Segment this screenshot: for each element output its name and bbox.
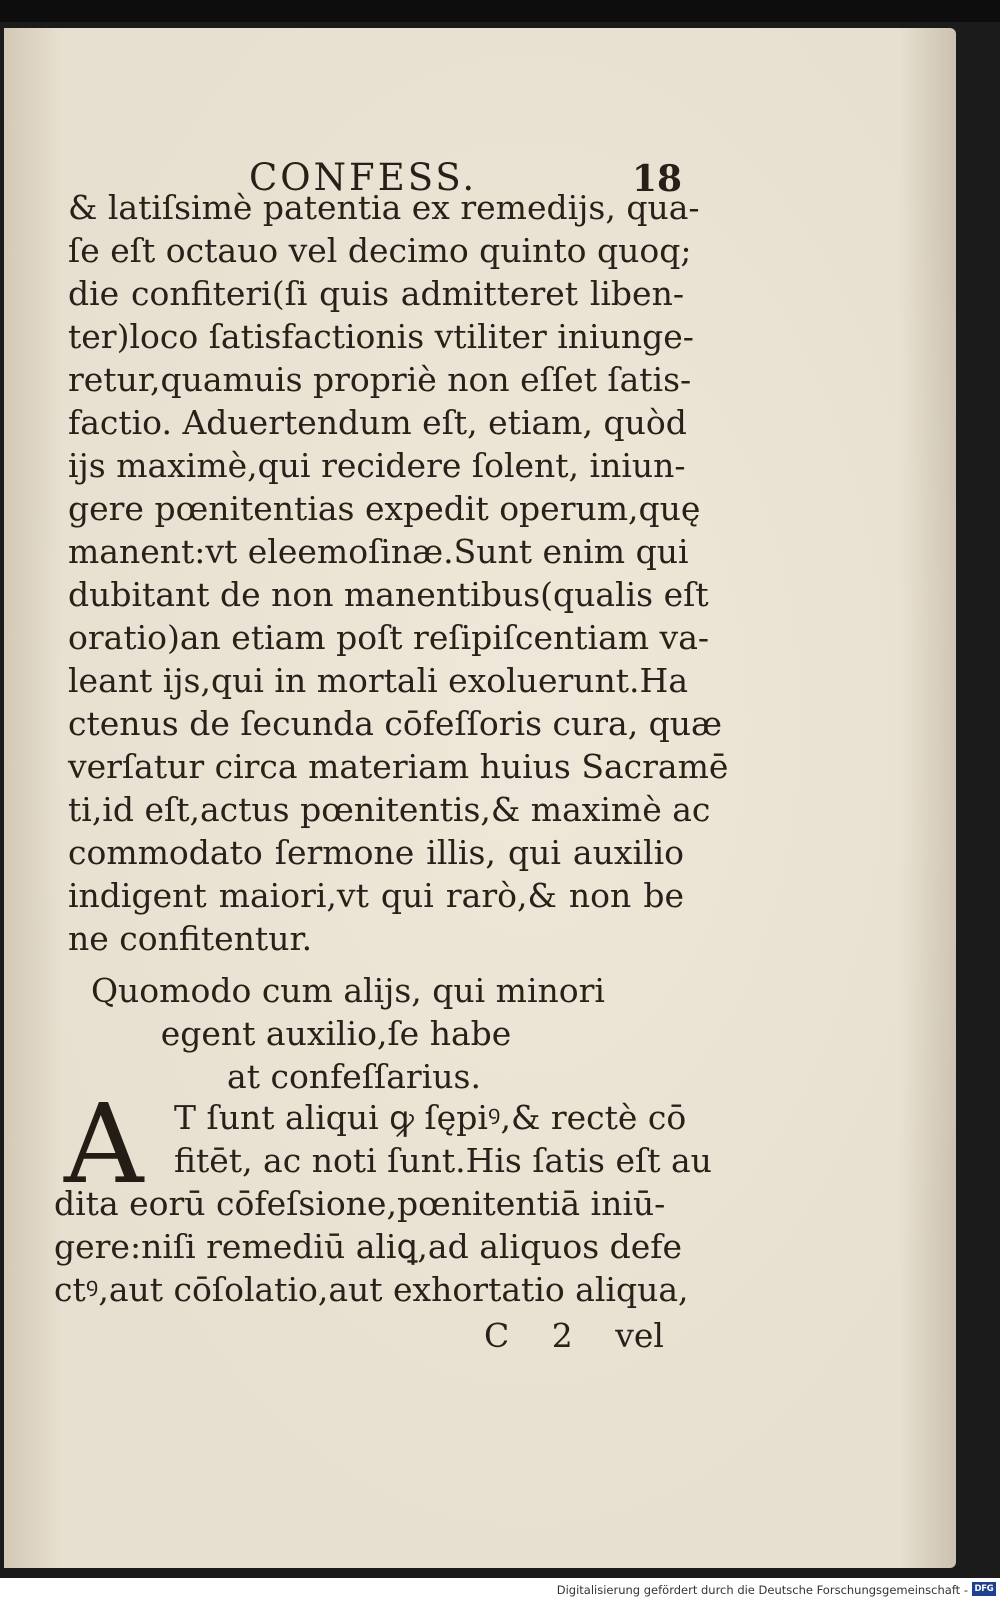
section-heading-line: at confeſſarius. [227,1057,481,1096]
section-heading-line: Quomodo cum alijs, qui minori [91,971,605,1010]
text-line: & latiſsimè patentia ex remedijs, qua- [68,188,700,227]
text-line: commodato ſermone illis, qui auxilio [68,833,684,872]
text-line: dita eorū cōfeſsione,pœnitentiā iniū- [54,1184,666,1223]
running-title: CONFESS. [249,156,478,199]
text-line: ctenus de ſecunda cōfeſſoris cura, quæ [68,704,723,743]
text-line: fitēt, ac noti ſunt.His ſatis eſt au [174,1141,712,1180]
scan-top-edge [0,0,1000,22]
text-line: ijs maximè,qui recidere ſolent, iniun- [68,446,686,485]
text-line: T ſunt aliqui ꝙ ſępiꝰ,& rectè cō [174,1098,687,1137]
drop-cap-initial: A [64,1080,144,1208]
text-line: ſe eſt octauo vel decimo quinto quoq; [68,231,692,270]
text-line: dubitant de non manentibus(qualis eſt [68,575,709,614]
text-line: gere pœnitentias expedit operum,quę [68,489,701,528]
text-line: ter)loco ſatisfactionis vtiliter iniunge- [68,317,694,356]
dfg-logo-icon: DFG [972,1582,996,1596]
text-line: ctꝰ,aut cōſolatio,aut exhortatio aliqua, [54,1270,689,1309]
text-line: gere:niſi remediū aliꝗ,ad aliquos defe [54,1227,683,1266]
signature-letter: C [484,1316,510,1355]
text-line: factio. Aduertendum eſt, etiam, quòd [68,403,687,442]
catchword-line [484,1314,664,1357]
page-number: 18 [632,158,683,200]
text-line: verſatur circa materiam huius Sacramē [68,747,729,786]
digitization-footer [0,1578,1000,1603]
signature-number: 2 [551,1316,573,1355]
text-line: indigent maiori,vt qui rarò,& non be [68,876,684,915]
text-line: retur,quamuis propriè non eſſet ſatis- [68,360,692,399]
text-line: die confiteri(ſi quis admitteret liben- [68,274,684,313]
book-page [4,28,956,1568]
text-line: ti,id eſt,actus pœnitentis,& maximè ac [68,790,711,829]
text-line: ne confitentur. [68,919,313,958]
catchword: vel [615,1316,664,1355]
funding-credit: Digitalisierung gefördert durch die Deutsche Forschungsgemeinschaft - [556,1583,968,1597]
section-heading-line: egent auxilio,ſe habe [160,1014,512,1053]
text-line: leant ijs,qui in mortali exoluerunt.Ha [68,661,688,700]
text-line: manent:vt eleemoſinæ.Sunt enim qui [68,532,689,571]
text-line: oratio)an etiam poſt reſipiſcentiam va- [68,618,710,657]
